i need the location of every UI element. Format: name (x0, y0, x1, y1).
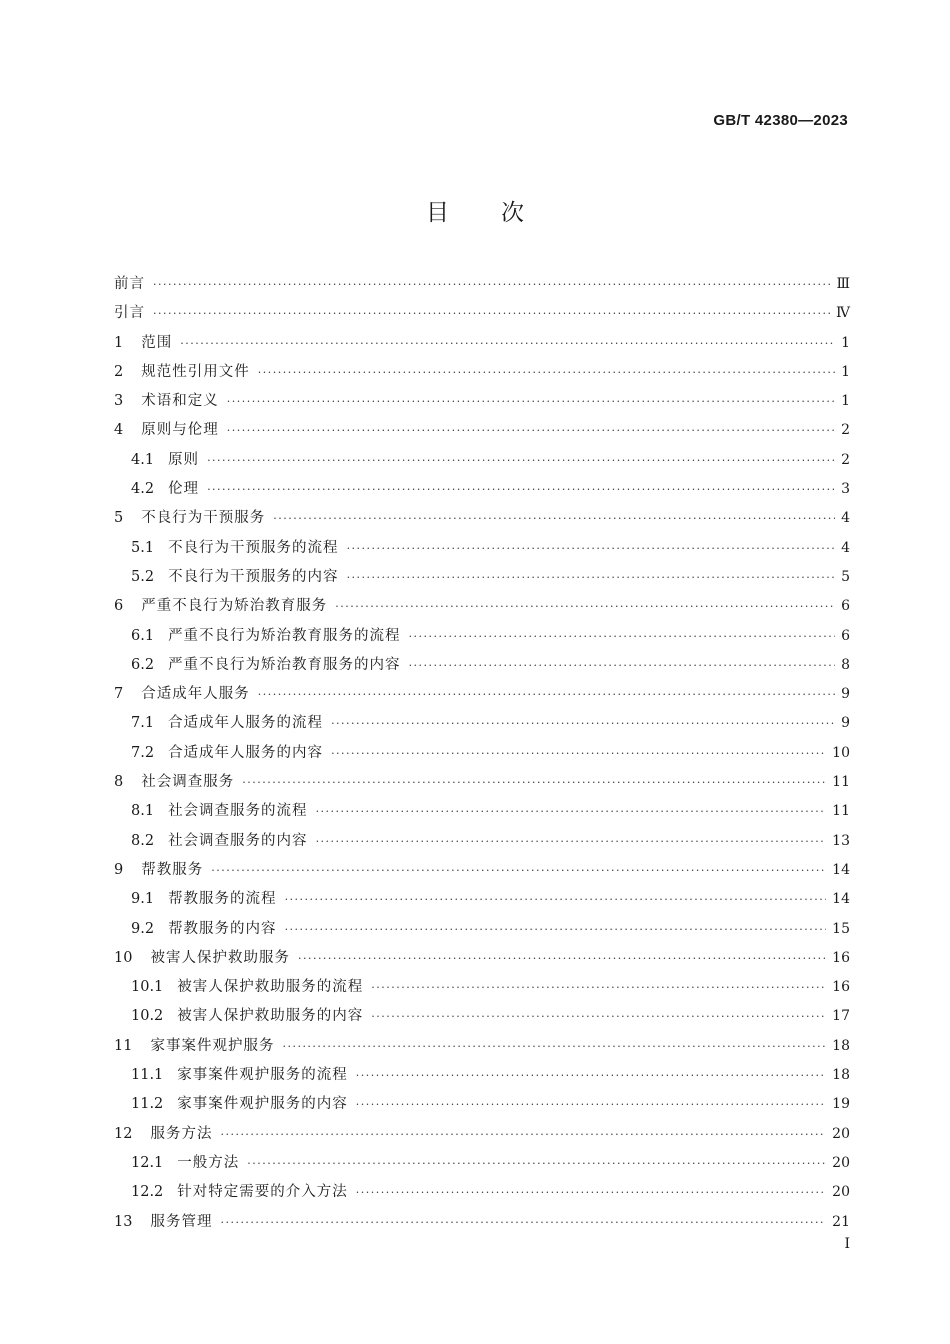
toc-entry-page: 10 (832, 744, 850, 761)
toc-entry-page: 16 (832, 949, 850, 966)
toc-entry-label: 被害人保护救助服务的内容 (177, 1008, 364, 1025)
toc-dot-leader (331, 739, 826, 768)
toc-dot-leader (356, 1178, 826, 1207)
toc-entry[interactable] (114, 680, 850, 709)
toc-entry-number: 7.2 (131, 744, 155, 761)
toc-entry-label: 社会调查服务的流程 (168, 803, 308, 820)
toc-entry[interactable] (114, 1061, 850, 1090)
toc-entry-page: 8 (841, 656, 850, 673)
toc-entry-label: 合适成年人服务的内容 (168, 744, 324, 761)
toc-entry[interactable] (114, 739, 850, 768)
toc-dot-leader (371, 973, 826, 1002)
toc-entry[interactable] (114, 944, 850, 973)
toc-dot-leader (316, 827, 827, 856)
toc-entry-number: 12.1 (131, 1154, 164, 1171)
toc-entry-page: 14 (832, 861, 850, 878)
toc-entry-label: 严重不良行为矫治教育服务 (141, 598, 328, 615)
toc-entry-number: 8.1 (131, 803, 155, 820)
toc-entry-page: 5 (841, 568, 850, 585)
toc-dot-leader (273, 504, 835, 533)
toc-entry[interactable] (114, 797, 850, 826)
toc-entry-page: 2 (841, 451, 850, 468)
toc-entry-label: 术语和定义 (141, 393, 219, 410)
toc-entry-page: 4 (841, 539, 850, 556)
toc-dot-leader (298, 944, 826, 973)
toc-entry[interactable] (114, 475, 850, 504)
toc-entry[interactable] (114, 651, 850, 680)
toc-entry[interactable] (114, 358, 850, 387)
toc-entry-page: 18 (832, 1067, 850, 1084)
toc-entry-number: 2 (114, 363, 124, 380)
toc-entry-label: 被害人保护救助服务的流程 (177, 979, 364, 996)
toc-entry-page: 20 (832, 1125, 850, 1142)
toc-entry-page: 6 (841, 627, 850, 644)
toc-dot-leader (220, 1120, 826, 1149)
toc-dot-leader (282, 1032, 826, 1061)
page-number: I (844, 1236, 850, 1252)
toc-entry-number: 11.1 (131, 1067, 164, 1084)
toc-entry[interactable] (114, 329, 850, 358)
toc-entry[interactable] (114, 563, 850, 592)
toc-entry-number: 4.1 (131, 451, 155, 468)
toc-entry-label: 帮教服务的流程 (168, 891, 277, 908)
toc-entry[interactable] (114, 1032, 850, 1061)
toc-entry-number: 1 (114, 334, 124, 351)
toc-entry-number: 10.1 (131, 979, 164, 996)
toc-entry-number: 12.2 (131, 1184, 164, 1201)
toc-entry[interactable] (114, 446, 850, 475)
toc-dot-leader (153, 299, 830, 328)
table-of-contents (114, 270, 850, 1237)
toc-entry-page: 11 (832, 803, 850, 820)
toc-entry-label: 伦理 (168, 481, 200, 498)
toc-entry-label: 不良行为干预服务的内容 (168, 568, 339, 585)
toc-entry-number: 11 (114, 1037, 133, 1054)
toc-entry-page: 2 (841, 422, 850, 439)
toc-dot-leader (220, 1208, 826, 1237)
toc-entry-label: 规范性引用文件 (141, 363, 250, 380)
toc-entry[interactable] (114, 592, 850, 621)
page-title: 目次 (426, 200, 576, 226)
toc-entry-page: 20 (832, 1184, 850, 1201)
toc-dot-leader (153, 270, 830, 299)
standard-code: GB/T 42380—2023 (713, 112, 848, 129)
toc-entry-number: 6.1 (131, 627, 155, 644)
toc-dot-leader (285, 885, 827, 914)
toc-entry-label: 帮教服务 (141, 861, 204, 878)
toc-entry-label: 原则与伦理 (141, 422, 219, 439)
toc-entry[interactable] (114, 622, 850, 651)
toc-entry-page: 14 (832, 891, 850, 908)
toc-entry-number: 4.2 (131, 481, 155, 498)
toc-entry-page: 18 (832, 1037, 850, 1054)
toc-entry[interactable] (114, 1208, 850, 1237)
toc-entry[interactable] (114, 387, 850, 416)
toc-entry-number: 3 (114, 393, 124, 410)
toc-dot-leader (211, 856, 826, 885)
toc-entry[interactable] (114, 416, 850, 445)
toc-entry-number: 9 (114, 861, 124, 878)
toc-entry-page: Ⅳ (836, 305, 850, 322)
toc-entry-page: 13 (832, 832, 850, 849)
toc-entry[interactable] (114, 768, 850, 797)
toc-entry-number: 6.2 (131, 656, 155, 673)
toc-entry-number: 11.2 (131, 1096, 164, 1113)
toc-entry-number: 10.2 (131, 1008, 164, 1025)
toc-entry-number: 5 (114, 510, 124, 527)
toc-entry[interactable] (114, 504, 850, 533)
toc-entry-page: 1 (841, 393, 850, 410)
toc-entry-label: 社会调查服务的内容 (168, 832, 308, 849)
toc-entry-label: 帮教服务的内容 (168, 920, 277, 937)
toc-entry-page: 4 (841, 510, 850, 527)
toc-entry-page: 16 (832, 979, 850, 996)
toc-entry[interactable] (114, 885, 850, 914)
toc-entry-number: 12 (114, 1125, 133, 1142)
toc-dot-leader (247, 1149, 826, 1178)
toc-dot-leader (331, 709, 835, 738)
toc-entry-label: 家事案件观护服务 (150, 1037, 275, 1054)
toc-entry[interactable] (114, 1149, 850, 1178)
toc-entry-number: 7 (114, 686, 124, 703)
toc-dot-leader (316, 797, 827, 826)
toc-entry-number: 6 (114, 598, 124, 615)
toc-dot-leader (409, 622, 836, 651)
toc-entry[interactable] (114, 856, 850, 885)
toc-entry-number: 9.1 (131, 891, 155, 908)
toc-entry-label: 一般方法 (177, 1154, 240, 1171)
toc-entry[interactable] (114, 534, 850, 563)
toc-entry-page: 1 (841, 363, 850, 380)
toc-entry-label: 引言 (114, 305, 145, 322)
toc-dot-leader (347, 534, 836, 563)
toc-entry-page: Ⅲ (836, 276, 850, 292)
toc-entry-label: 前言 (114, 276, 145, 292)
toc-dot-leader (242, 768, 826, 797)
toc-dot-leader (207, 446, 835, 475)
toc-entry-label: 被害人保护救助服务 (150, 949, 290, 966)
toc-entry-page: 1 (841, 334, 850, 351)
toc-entry-number: 4 (114, 422, 124, 439)
toc-entry-label: 合适成年人服务的流程 (168, 715, 324, 732)
toc-entry-label: 原则 (168, 451, 200, 468)
toc-entry-page: 15 (832, 920, 850, 937)
toc-entry[interactable] (114, 973, 850, 1002)
toc-entry[interactable] (114, 299, 850, 328)
toc-entry-number: 8.2 (131, 832, 155, 849)
toc-entry-page: 9 (841, 715, 850, 732)
toc-entry-label: 服务方法 (150, 1125, 213, 1142)
toc-entry[interactable] (114, 1090, 850, 1119)
toc-entry-page: 11 (832, 774, 850, 791)
toc-dot-leader (356, 1090, 826, 1119)
toc-entry-page: 3 (841, 481, 850, 498)
toc-entry-label: 家事案件观护服务的内容 (177, 1096, 348, 1113)
toc-entry[interactable] (114, 709, 850, 738)
toc-entry-label: 社会调查服务 (141, 774, 235, 791)
toc-entry[interactable] (114, 915, 850, 944)
toc-dot-leader (347, 563, 836, 592)
toc-entry-label: 不良行为干预服务的流程 (168, 539, 339, 556)
toc-dot-leader (409, 651, 836, 680)
toc-entry-label: 严重不良行为矫治教育服务的流程 (168, 627, 401, 644)
toc-entry-number: 13 (114, 1213, 133, 1230)
toc-dot-leader (285, 915, 827, 944)
toc-entry-number: 9.2 (131, 920, 155, 937)
toc-dot-leader (258, 358, 835, 387)
toc-entry[interactable] (114, 827, 850, 856)
toc-entry-label: 合适成年人服务 (141, 686, 250, 703)
toc-entry[interactable] (114, 1178, 850, 1207)
toc-entry-page: 19 (832, 1096, 850, 1113)
toc-entry-label: 范围 (141, 334, 173, 351)
toc-entry-page: 17 (832, 1008, 850, 1025)
toc-entry-number: 10 (114, 949, 133, 966)
toc-entry-number: 8 (114, 774, 124, 791)
toc-entry-label: 不良行为干预服务 (141, 510, 266, 527)
toc-entry-number: 7.1 (131, 715, 155, 732)
toc-entry-label: 严重不良行为矫治教育服务的内容 (168, 656, 401, 673)
toc-entry-label: 家事案件观护服务的流程 (177, 1067, 348, 1084)
toc-entry[interactable] (114, 1002, 850, 1031)
toc-dot-leader (371, 1002, 826, 1031)
toc-entry-page: 20 (832, 1154, 850, 1171)
toc-entry-page: 6 (841, 598, 850, 615)
toc-entry-label: 针对特定需要的介入方法 (177, 1184, 348, 1201)
toc-dot-leader (356, 1061, 826, 1090)
toc-entry-number: 5.1 (131, 539, 155, 556)
toc-dot-leader (258, 680, 835, 709)
toc-dot-leader (227, 387, 835, 416)
toc-entry-number: 5.2 (131, 568, 155, 585)
toc-entry-page: 9 (841, 686, 850, 703)
toc-entry[interactable] (114, 1120, 850, 1149)
toc-dot-leader (207, 475, 835, 504)
toc-entry-page: 21 (832, 1213, 850, 1230)
toc-dot-leader (180, 329, 835, 358)
toc-entry-label: 服务管理 (150, 1213, 213, 1230)
toc-dot-leader (335, 592, 835, 621)
toc-dot-leader (227, 416, 835, 445)
toc-entry[interactable] (114, 270, 850, 299)
